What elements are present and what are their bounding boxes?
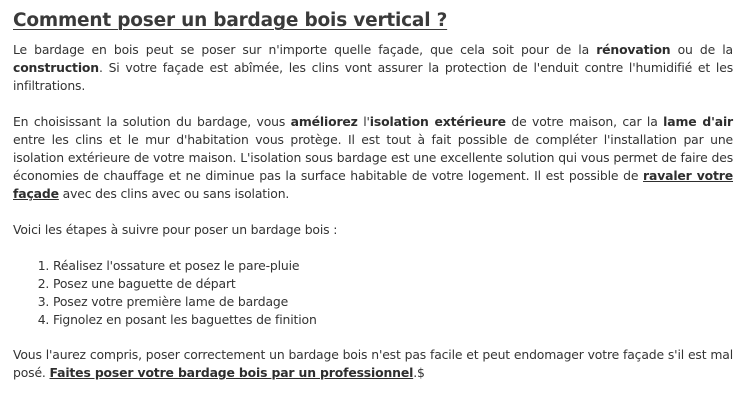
ravaler-facade-link[interactable]: ravaler votre façade	[13, 168, 734, 201]
professional-link[interactable]: Faites poser votre bardage bois par un professionnel	[49, 365, 414, 380]
insulation-text-5: avec des clins avec ou sans isolation.	[58, 186, 290, 201]
construction-keyword: construction	[13, 60, 99, 75]
insulation-paragraph	[13, 113, 733, 203]
steps-list	[13, 257, 733, 329]
lame-air-keyword: lame d'air	[663, 114, 733, 129]
insulation-text-3: de votre maison, car la	[505, 114, 664, 129]
intro-text-3: . Si votre façade est abîmée, les clins vont assurer la protection de l'enduit contre l'humidifié et les infiltrations.	[13, 60, 733, 93]
list-item: 2. Posez une baguette de départ	[53, 275, 733, 293]
insulation-text-2: l'	[357, 114, 370, 129]
insulation-text-4: entre les clins et le mur d'habitation vous protège. Il est tout à fait possible de compléter l'installation par une isolation extérieure de votre maison. L'isolation sous bardage est une excellente solution qui vous permet de faire des économies de chauffage et ne diminue pas la surface habitable de votre logement. Il est possible de	[13, 132, 733, 183]
intro-text-1: Le bardage en bois peut se poser sur n'importe quelle façade, que cela soit pour de la	[13, 42, 597, 57]
article-title-text: Comment poser un bardage bois vertical ?	[13, 10, 448, 31]
list-item: 4. Fignolez en posant les baguettes de finition	[53, 311, 733, 329]
insulation-text-1: En choisissant la solution du bardage, vous	[13, 114, 291, 129]
intro-paragraph	[13, 41, 733, 95]
list-item: 1. Réalisez l'ossature et posez le pare-pluie	[53, 257, 733, 275]
list-item: 3. Posez votre première lame de bardage	[53, 293, 733, 311]
intro-text-2: ou de la	[670, 42, 733, 57]
closing-text-2: .$	[413, 365, 425, 380]
renovation-keyword: rénovation	[596, 42, 671, 57]
ameliorez-keyword: améliorez	[290, 114, 358, 129]
isolation-exterieure-keyword: isolation extérieure	[369, 114, 506, 129]
closing-paragraph	[13, 346, 733, 382]
steps-intro: Voici les étapes à suivre pour poser un bardage bois :	[13, 222, 338, 237]
closing-text-1: Vous l'aurez compris, poser correctement un bardage bois n'est pas facile et peut endomager votre façade s'il est mal posé.	[13, 347, 733, 380]
article-title	[13, 8, 733, 34]
